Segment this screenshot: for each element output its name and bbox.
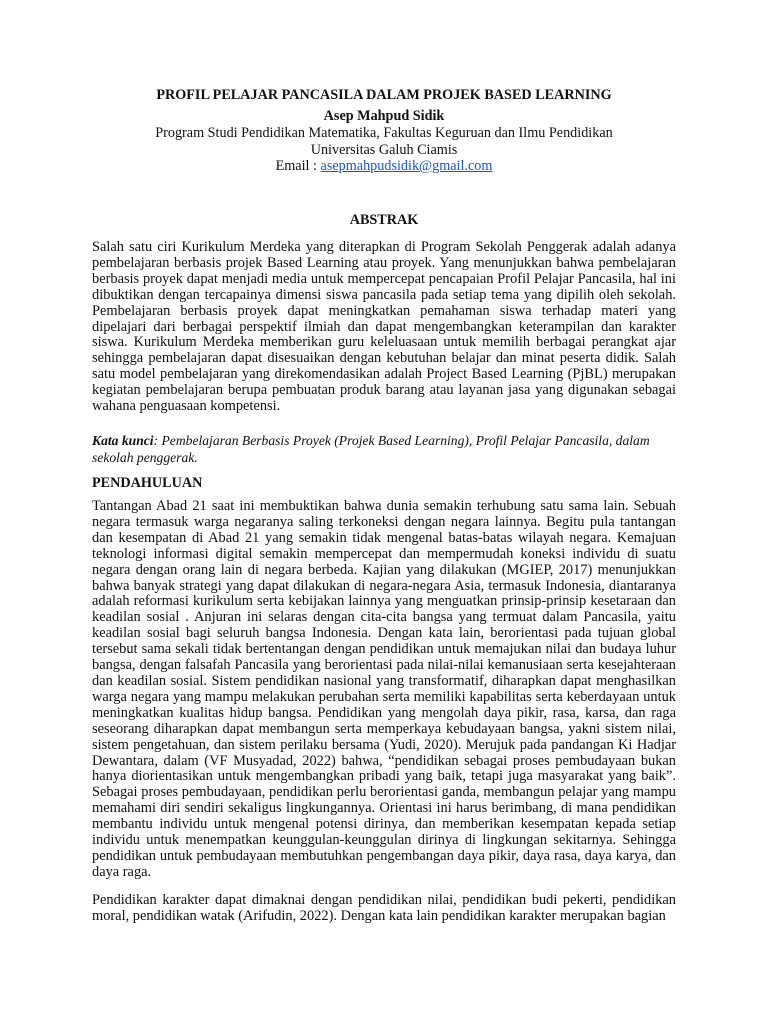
keywords <box>92 432 676 466</box>
paper-header <box>92 86 676 175</box>
university-name: Universitas Galuh Ciamis <box>310 141 458 158</box>
email-link[interactable]: asepmahpudsidik@gmail.com <box>320 158 493 174</box>
keywords-text: : Pembelajaran Berbasis Proyek (Projek Based Learning), Profil Pelajar Pancasila, dalam sekolah penggerak. <box>92 433 650 465</box>
abstract-heading: ABSTRAK <box>349 212 419 228</box>
email-line <box>92 158 676 175</box>
introduction-heading: PENDAHULUAN <box>92 475 203 491</box>
abstract-body: Salah satu ciri Kurikulum Merdeka yang diterapkan di Program Sekolah Penggerak adalah adanya pembelajaran berbasis projek Based Learning atau proyek. Yang menunjukkan bahwa pembelajaran berbasis proyek dapat menjadi media untuk mempercepat pencapaian Profil Pelajar Pancasila, hal ini dibuktikan dengan tercapainya dimensi siswa pancasila pada setiap tema yang dipilih oleh sekolah. Pembelajaran berbasis proyek dapat meningkatkan pemahaman siswa terhadap materi yang dipelajari dari berbagai perspektif ilmiah dan dapat mengembangkan keterampilan dan karakter siswa. Kurikulum Merdeka memberikan guru keleluasaan untuk memilih berbagai perangkat ajar sehingga pembelajaran dapat disesuaikan dengan kebutuhan belajar dan minat peserta didik. Salah satu model pembelajaran yang direkomendasikan adalah Project Based Learning (PjBL) merupakan kegiatan pembelajaran berupa pembuatan produk barang atau layanan jasa yang digunakan sebagai wahana penguasaan kompetensi. <box>92 239 676 415</box>
author-name: Asep Mahpud Sidik <box>323 108 445 124</box>
email-label: Email : <box>275 158 321 174</box>
introduction-paragraph-2: Pendidikan karakter dapat dimaknai dengan pendidikan nilai, pendidikan budi pekerti, pendidikan moral, pendidikan watak (Arifudin, 2022). Dengan kata lain pendidikan karakter merupakan bagian <box>92 892 676 924</box>
paper-title: PROFIL PELAJAR PANCASILA DALAM PROJEK BASED LEARNING <box>156 87 612 103</box>
keywords-label: Kata kunci <box>92 433 154 448</box>
affiliation-line: Program Studi Pendidikan Matematika, Fakultas Keguruan dan Ilmu Pendidikan <box>155 125 613 141</box>
introduction-paragraph-1: Tantangan Abad 21 saat ini membuktikan bahwa dunia semakin terhubung satu sama lain. Sebuah negara termasuk warga negaranya saling terkoneksi dengan negara lainnya. Begitu pula tantangan dan kesempatan di Abad 21 yang semakin tidak mengenal batas-batas wilayah negara. Kemajuan teknologi informasi digital semakin mempercepat dan mempermudah koneksi individu di suatu negara dengan orang lain di negara berbeda. Kajian yang dilakukan (MGIEP, 2017) menunjukkan bahwa banyak strategi yang dapat dilakukan di negara-negara Asia, termasuk Indonesia, diantaranya adalah reformasi kurikulum serta kebijakan lainnya yang menguatkan prinsip-prinsip kesetaraan dan keadilan sosial . Anjuran ini selaras dengan cita-cita bangsa yang termuat dalam Pancasila, yaitu keadilan sosial bagi seluruh bangsa Indonesia. Dengan kata lain, berorientasi pada tujuan global tersebut sama sekali tidak bertentangan dengan pendidikan untuk memajukan nilai dan budaya luhur bangsa, dengan falsafah Pancasila yang berorientasi pada nilai-nilai kemanusiaan serta kesejahteraan dan keadilan sosial. Sistem pendidikan nasional yang transformatif, diharapkan dapat menghasilkan warga negara yang mampu melakukan perubahan serta memiliki kapabilitas serta keberdayaan untuk meningkatkan kualitas hidup bangsa. Pendidikan yang mengolah daya pikir, rasa, karsa, dan raga seseorang diharapkan dapat membangun serta memperkaya kebudayaan bangsa, yakni sistem nilai, sistem pengetahuan, dan sistem perilaku bersama (Yudi, 2020). Merujuk pada pandangan Ki Hadjar Dewantara, dalam (VF Musyadad, 2022) bahwa, “pendidikan sebagai proses pembudayaan bukan hanya diorientasikan untuk mengembangkan pribadi yang baik, tetapi juga masyarakat yang baik”. Sebagai proses pembudayaan, pendidikan perlu berorientasi ganda, membangun pelajar yang mampu memahami diri sendiri sekaligus lingkungannya. Orientasi ini harus berimbang, di mana pendidikan membantu individu untuk mengenal potensi dirinya, dan memberikan kesempatan kepada setiap individu untuk menempatkan keunggulan-keunggulan dirinya di lingkungan sekitarnya. Sehingga pendidikan untuk pembudayaan membutuhkan pengembangan daya pikir, daya rasa, daya karya, dan daya raga. <box>92 498 676 880</box>
